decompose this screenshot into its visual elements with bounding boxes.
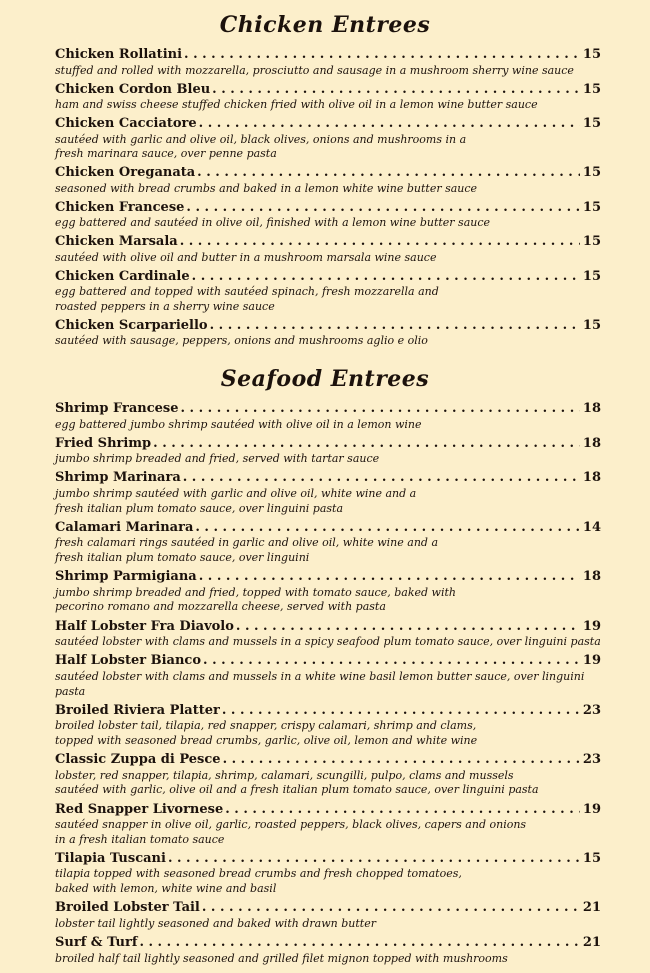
menu-item-price: 15 [582, 850, 601, 866]
menu-item-name: Tilapia Tuscani [55, 850, 166, 866]
dot-leader [183, 469, 580, 487]
menu-item-name: Shrimp Francese [55, 401, 179, 416]
menu-item [55, 81, 601, 113]
menu-item-description: broiled lobster tail, tilapia, red snapper, crispy calamari, shrimp and clams, topped with seasoned bread crumbs, garlic, olive oil, lemon and white wine [55, 719, 478, 747]
menu-item-description: broiled half tail lightly seasoned and grilled filet mignon topped with mushrooms [55, 951, 508, 965]
menu-item-price: 19 [582, 801, 601, 817]
menu-item-price: 15 [582, 317, 601, 333]
menu-item-price: 14 [582, 519, 601, 535]
dot-leader [186, 199, 579, 217]
dot-leader [210, 317, 580, 335]
menu-item-description: sautéed lobster with clams and mussels in a spicy seafood plum tomato sauce, over linguini pasta [55, 635, 601, 649]
menu-item [55, 850, 601, 897]
menu-item-description: jumbo shrimp sautéed with garlic and olive oil, white wine and a fresh italian plum tomato sauce, over linguini pasta [55, 486, 417, 515]
menu-item-name: Fried Shrimp [55, 435, 152, 451]
menu-item-name: Chicken Oreganata [55, 165, 196, 180]
menu-item [55, 568, 601, 615]
menu-item [55, 164, 601, 196]
menu-item-name: Chicken Marsala [55, 234, 178, 249]
menu-item-name: Broiled Riviera Platter [55, 702, 220, 718]
menu-item [55, 751, 601, 798]
menu-item-description: ham and swiss cheese stuffed chicken fried with olive oil in a lemon wine butter sauce [55, 98, 538, 111]
menu-item-price: 18 [582, 569, 601, 585]
menu-item [55, 519, 601, 566]
menu-item-description: seasoned with bread crumbs and baked in a lemon white wine butter sauce [55, 181, 478, 195]
chicken-entrees-list [55, 46, 601, 351]
menu-item [55, 618, 601, 650]
menu-item-price: 15 [582, 116, 601, 131]
menu-item [55, 115, 601, 162]
menu-item-price: 21 [582, 935, 601, 951]
menu-item-price: 15 [582, 47, 601, 62]
dot-leader [139, 934, 579, 952]
menu-item-header [55, 702, 601, 720]
menu-item-description: fresh calamari rings sautéed in garlic and olive oil, white wine and a fresh italian plum tomato sauce, over linguini [55, 536, 439, 565]
menu-item-name: Half Lobster Bianco [55, 653, 202, 669]
menu-item-header [55, 568, 601, 586]
menu-item-description: lobster tail lightly seasoned and baked with drawn butter [55, 916, 376, 930]
menu-item-price: 19 [582, 653, 601, 669]
menu-item-description: tilapia topped with seasoned bread crumbs and fresh chopped tomatoes, baked with lemon, white wine and basil [55, 867, 462, 896]
menu-item-price: 21 [582, 900, 601, 916]
dot-leader [225, 801, 580, 819]
menu-item-name: Red Snapper Livornese [55, 801, 224, 817]
menu-item-header [55, 115, 601, 133]
dot-leader [202, 899, 580, 917]
dot-leader [222, 702, 580, 720]
menu-item-header [55, 618, 601, 636]
dot-leader [236, 618, 580, 636]
menu-item [55, 702, 601, 749]
menu-item-description: stuffed and rolled with mozzarella, prosciutto and sausage in a mushroom sherry wine sauce [55, 63, 574, 77]
menu-item-header [55, 652, 601, 670]
menu-item-price: 19 [582, 618, 601, 634]
menu-item-name: Shrimp Parmigiana [55, 569, 197, 585]
seafood-entrees-list [55, 400, 601, 969]
dot-leader [195, 519, 580, 537]
dot-leader [203, 652, 580, 670]
dot-leader [199, 568, 580, 586]
menu-item-price: 15 [582, 234, 601, 249]
menu-item-description: sautéed snapper in olive oil, garlic, roasted peppers, black olives, capers and onions in a fresh italian tomato sauce [55, 818, 527, 846]
dot-leader [153, 435, 580, 453]
dot-leader [223, 751, 580, 769]
menu-item-header [55, 850, 601, 868]
menu-item-header [55, 934, 601, 952]
menu-item-header [55, 435, 601, 453]
menu-item-price: 15 [582, 81, 601, 97]
menu-item [55, 469, 601, 516]
dot-leader [192, 268, 580, 286]
menu-item-description: sautéed with garlic and olive oil, black olives, onions and mushrooms in a fresh marinara sauce, over penne pasta [55, 132, 467, 160]
menu-item [55, 199, 601, 231]
menu-item-name: Chicken Rollatini [55, 47, 183, 62]
menu-item-header [55, 317, 601, 335]
menu-item-header [55, 519, 601, 537]
menu-item-header [55, 46, 601, 64]
menu-item-header [55, 400, 601, 418]
section-title-chicken: Chicken Entrees [219, 12, 431, 38]
menu-item-description: sautéed lobster with clams and mussels in a white wine basil lemon butter sauce, over linguini pasta [55, 669, 585, 698]
menu-item [55, 934, 601, 966]
menu-item-header [55, 751, 601, 769]
menu-item-price: 23 [582, 752, 601, 768]
dot-leader [181, 400, 580, 418]
menu-item-name: Surf & Turf [55, 935, 138, 951]
dot-leader [197, 164, 580, 182]
section-title-seafood: Seafood Entrees [220, 366, 430, 392]
menu-item-name: Calamari Marinara [55, 519, 194, 535]
menu-item-header [55, 199, 601, 217]
menu-item-header [55, 164, 601, 182]
dot-leader [168, 850, 580, 868]
menu-item-header [55, 268, 601, 286]
menu-item-price: 23 [582, 702, 601, 718]
dot-leader [184, 46, 580, 64]
menu-item-header [55, 801, 601, 819]
dot-leader [180, 233, 580, 251]
menu-item-description: lobster, red snapper, tilapia, shrimp, calamari, scungilli, pulpo, clams and mussels sautéed with garlic, olive oil and a fresh italian plum tomato sauce, over linguini pasta [55, 768, 539, 797]
menu-item-description: egg battered and sautéed in olive oil, finished with a lemon wine butter sauce [55, 216, 491, 229]
dot-leader [212, 81, 580, 99]
menu-item-price: 18 [582, 401, 601, 416]
menu-item [55, 268, 601, 315]
menu-item-description: jumbo shrimp breaded and fried, served with tartar sauce [55, 452, 380, 466]
dot-leader [199, 115, 580, 133]
menu-item-description: egg battered and topped with sautéed spinach, fresh mozzarella and roasted peppers in a sherry wine sauce [55, 285, 439, 313]
menu-item-header [55, 81, 601, 99]
menu-item [55, 46, 601, 78]
menu-item-name: Chicken Cordon Bleu [55, 81, 211, 97]
menu-item-description: sautéed with olive oil and butter in a mushroom marsala wine sauce [55, 250, 437, 264]
menu-item-description: jumbo shrimp breaded and fried, topped with tomato sauce, baked with pecorino romano and mozzarella cheese, served with pasta [55, 585, 456, 614]
menu-item-description: sautéed with sausage, peppers, onions and mushrooms aglio e olio [55, 334, 428, 347]
menu-item [55, 233, 601, 265]
menu-item-name: Chicken Scarpariello [55, 317, 208, 333]
menu-item-description: egg battered jumbo shrimp sautéed with olive oil in a lemon wine [55, 417, 422, 431]
menu-item-name: Chicken Cardinale [55, 268, 190, 284]
menu-item-header [55, 899, 601, 917]
menu-item-price: 15 [582, 165, 601, 180]
menu-item-name: Chicken Francese [55, 199, 185, 215]
menu-item [55, 435, 601, 467]
menu-item-name: Shrimp Marinara [55, 470, 181, 486]
menu-item-price: 15 [582, 268, 601, 284]
menu-item-name: Chicken Cacciatore [55, 116, 197, 131]
menu-item-price: 18 [582, 435, 601, 451]
menu-item-price: 15 [582, 199, 601, 215]
menu-item [55, 317, 601, 349]
menu-item-price: 18 [582, 470, 601, 486]
menu-item-header [55, 469, 601, 487]
menu-item [55, 400, 601, 432]
menu-item-header [55, 233, 601, 251]
menu-item-name: Half Lobster Fra Diavolo [55, 618, 234, 634]
menu-item [55, 801, 601, 848]
menu-item [55, 652, 601, 699]
menu-item-name: Broiled Lobster Tail [55, 900, 200, 916]
menu-item [55, 899, 601, 931]
menu-item-name: Classic Zuppa di Pesce [55, 752, 221, 768]
